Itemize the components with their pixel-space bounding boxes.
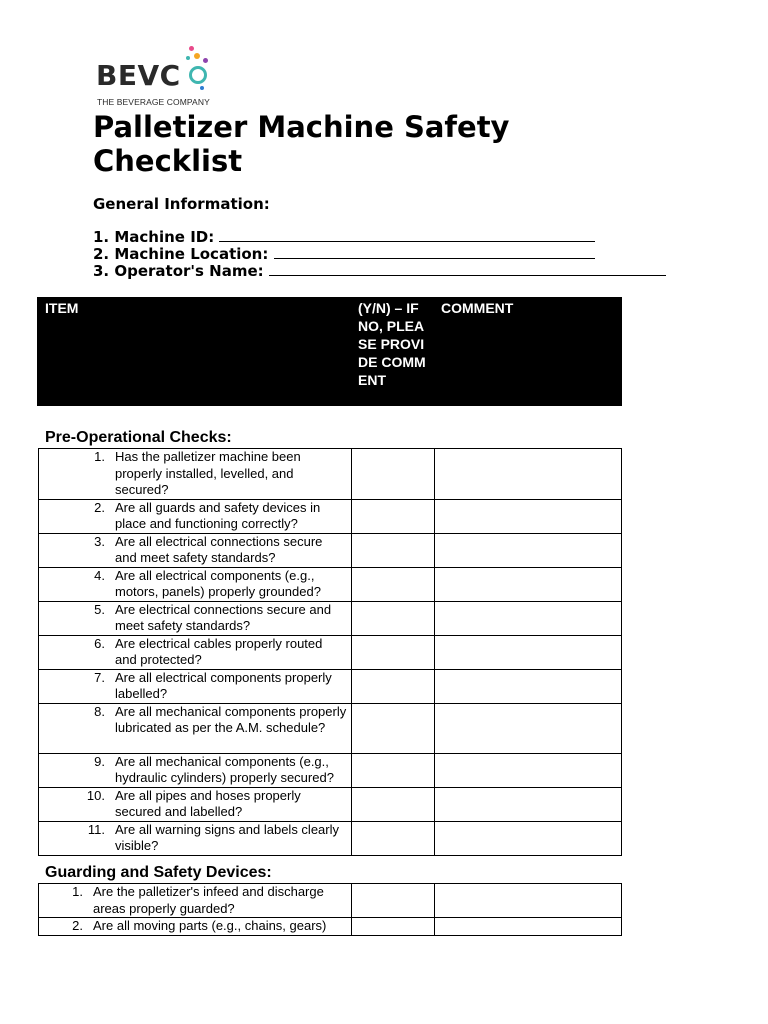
yes-no-cell[interactable] (352, 567, 435, 601)
header-comment: COMMENT (441, 300, 514, 316)
machine-id-field[interactable] (93, 229, 595, 246)
checklist-table-header (37, 297, 622, 406)
comment-cell[interactable] (435, 918, 622, 936)
checklist-item-question: Are all moving parts (e.g., chains, gears) (93, 918, 327, 933)
yes-no-cell[interactable] (352, 753, 435, 787)
header-item: ITEM (45, 300, 79, 316)
machine-id-blank[interactable] (219, 229, 595, 242)
checklist-item-question: Are all electrical components properly labelled? (115, 669, 332, 701)
checklist-item-cell (39, 669, 352, 703)
checklist-item-question: Are the palletizer's infeed and discharge areas properly guarded? (93, 884, 324, 916)
checklist-row (39, 601, 622, 635)
checklist-item-question: Are all pipes and hoses properly secured and labelled? (115, 787, 301, 819)
page-title: Palletizer Machine Safety Checklist (93, 110, 510, 178)
yes-no-cell[interactable] (352, 499, 435, 533)
yes-no-cell[interactable] (352, 601, 435, 635)
checklist-row (39, 567, 622, 601)
logo-dot-icon (200, 86, 204, 90)
comment-cell[interactable] (435, 669, 622, 703)
checklist-item-number: 11. (87, 821, 105, 837)
logo-tagline: THE BEVERAGE COMPANY (97, 97, 210, 107)
machine-location-field[interactable] (93, 246, 595, 263)
checklist-item-cell (39, 753, 352, 787)
checklist-item-question: Are all mechanical components properly lubricated as per the A.M. schedule? (115, 703, 347, 735)
section-title-guarding: Guarding and Safety Devices: (45, 864, 272, 881)
checklist-item-number: 8. (94, 703, 105, 719)
yes-no-cell[interactable] (352, 821, 435, 855)
operator-name-blank[interactable] (269, 263, 666, 276)
machine-location-label: 2. Machine Location: (93, 245, 274, 263)
checklist-item-question: Are electrical connections secure and meet safety standards? (115, 601, 332, 633)
checklist-item-number: 7. (94, 669, 105, 685)
checklist-item-question: Are all electrical components (e.g., motors, panels) properly grounded? (115, 567, 321, 599)
yes-no-cell[interactable] (352, 533, 435, 567)
yes-no-cell[interactable] (352, 787, 435, 821)
checklist-item-question: Are all warning signs and labels clearly visible? (115, 821, 340, 853)
checklist-item-number: 9. (94, 753, 105, 769)
comment-cell[interactable] (435, 601, 622, 635)
checklist-row (39, 787, 622, 821)
checklist-item-number: 2. (94, 499, 105, 515)
comment-cell[interactable] (435, 884, 622, 918)
yes-no-cell[interactable] (352, 884, 435, 918)
checklist-item-cell (39, 601, 352, 635)
logo-ring-icon (189, 66, 207, 84)
checklist-item-question: Has the palletizer machine been properly installed, levelled, and secured? (115, 449, 301, 497)
yes-no-cell[interactable] (352, 635, 435, 669)
yes-no-cell[interactable] (352, 449, 435, 500)
checklist-item-cell (39, 703, 352, 753)
comment-cell[interactable] (435, 703, 622, 753)
checklist-item-cell (39, 533, 352, 567)
checklist-item-number: 2. (72, 918, 83, 933)
logo-dot-icon (203, 58, 208, 63)
header-yes-no: (Y/N) – IF NO, PLEASE PROVIDE COMMENT (358, 300, 426, 388)
comment-cell[interactable] (435, 533, 622, 567)
checklist-item-number: 5. (94, 601, 105, 617)
comment-cell[interactable] (435, 635, 622, 669)
checklist-item-question: Are all guards and safety devices in place and functioning correctly? (115, 499, 321, 531)
machine-location-blank[interactable] (274, 246, 595, 259)
checklist-row (39, 753, 622, 787)
logo-wordmark: BEVC (96, 59, 181, 92)
checklist-row (39, 918, 622, 936)
section-title-pre-operational: Pre-Operational Checks: (45, 429, 232, 446)
guarding-table (38, 883, 622, 936)
operator-name-field[interactable] (93, 263, 666, 280)
logo-dot-icon (186, 56, 190, 60)
general-info-heading: General Information: (93, 195, 270, 213)
comment-cell[interactable] (435, 787, 622, 821)
checklist-row (39, 884, 622, 918)
yes-no-cell[interactable] (352, 918, 435, 936)
comment-cell[interactable] (435, 499, 622, 533)
checklist-item-cell (39, 821, 352, 855)
comment-cell[interactable] (435, 753, 622, 787)
company-logo (96, 46, 236, 110)
checklist-row (39, 703, 622, 753)
comment-cell[interactable] (435, 821, 622, 855)
checklist-row (39, 499, 622, 533)
checklist-item-cell (39, 567, 352, 601)
operator-name-label: 3. Operator's Name: (93, 262, 269, 280)
logo-dot-icon (194, 53, 200, 59)
checklist-item-cell (39, 499, 352, 533)
comment-cell[interactable] (435, 449, 622, 500)
checklist-item-number: 1. (72, 884, 83, 899)
checklist-item-question: Are all mechanical components (e.g., hydraulic cylinders) properly secured? (115, 753, 334, 785)
checklist-item-number: 3. (94, 533, 105, 549)
checklist-row (39, 449, 622, 500)
checklist-item-number: 1. (94, 449, 105, 464)
comment-cell[interactable] (435, 567, 622, 601)
checklist-item-cell (39, 635, 352, 669)
machine-id-label: 1. Machine ID: (93, 228, 220, 246)
logo-dot-icon (189, 46, 194, 51)
checklist-row (39, 635, 622, 669)
checklist-item-number: 10. (86, 787, 105, 803)
yes-no-cell[interactable] (352, 669, 435, 703)
checklist-row (39, 533, 622, 567)
checklist-item-cell (39, 884, 352, 918)
checklist-item-number: 4. (94, 567, 105, 583)
checklist-item-question: Are all electrical connections secure and meet safety standards? (115, 533, 323, 565)
pre-operational-table (38, 448, 622, 856)
checklist-row (39, 821, 622, 855)
checklist-item-cell (39, 787, 352, 821)
yes-no-cell[interactable] (352, 703, 435, 753)
checklist-row (39, 669, 622, 703)
checklist-item-cell (39, 449, 352, 500)
checklist-item-cell (39, 918, 352, 936)
checklist-item-question: Are electrical cables properly routed and protected? (115, 635, 323, 667)
checklist-item-number: 6. (94, 635, 105, 651)
